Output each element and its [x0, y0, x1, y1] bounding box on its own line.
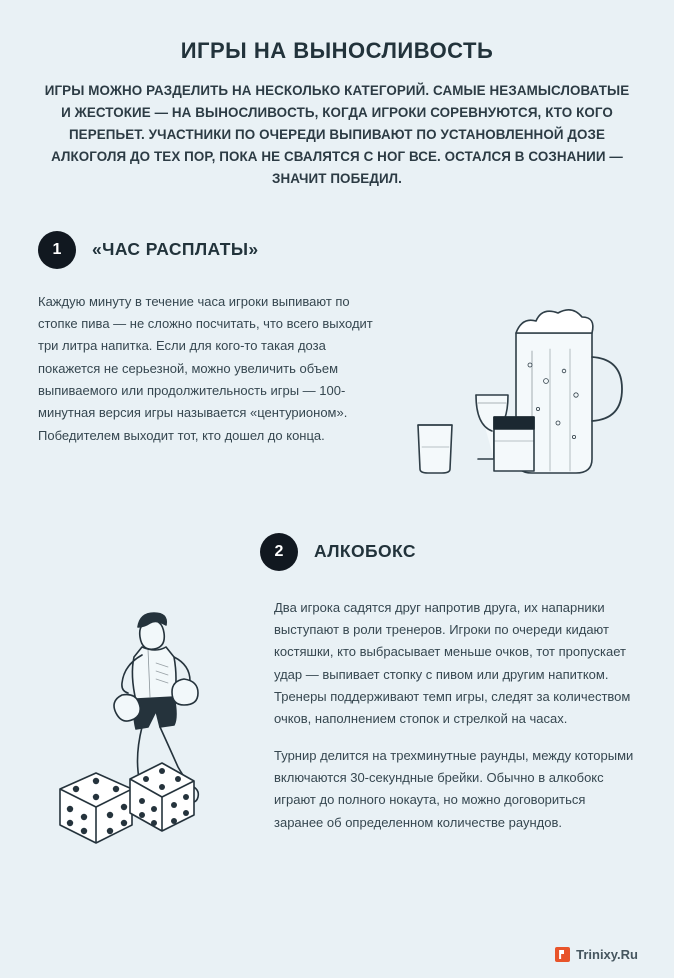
footer-site-name: Trinixy.Ru: [576, 947, 638, 962]
section-2-text: [274, 593, 634, 853]
section-1: [0, 231, 674, 491]
section-2: [0, 533, 674, 853]
boxer-and-dice-illustration: [38, 593, 264, 853]
section-2-heading: [38, 533, 636, 571]
section-1-title: «ЧАС РАСПЛАТЫ»: [92, 239, 259, 260]
page-title: ИГРЫ НА ВЫНОСЛИВОСТЬ: [180, 38, 494, 63]
footer-watermark: [555, 947, 638, 962]
section-1-body: [38, 291, 636, 491]
section-1-number-badge: 1: [38, 231, 76, 269]
trinixy-logo-icon: [555, 947, 570, 962]
section-1-heading: [38, 231, 636, 269]
intro-paragraph: ИГРЫ МОЖНО РАЗДЕЛИТЬ НА НЕСКОЛЬКО КАТЕГОРИЙ. САМЫЕ НЕЗАМЫСЛОВАТЫЕ И ЖЕСТОКИЕ — НА ВЫНОСЛИВОСТЬ, КОГДА ИГРОКИ СОРЕВНУЮТСЯ, КТО КОГО ПЕРЕПЬЕТ. УЧАСТНИКИ ПО ОЧЕРЕДИ ВЫПИВАЮТ ПО УСТАНОВЛЕННОЙ ДОЗЕ АЛКОГОЛЯ ДО ТЕХ ПОР, ПОКА НЕ СВАЛЯТСЯ С НОГ ВСЕ. ОСТАЛСЯ В СОЗНАНИИ — ЗНАЧИТ ПОБЕДИЛ.: [44, 83, 630, 187]
beer-mug-and-glasses-illustration: [398, 291, 636, 491]
section-2-paragraph-2: Турнир делится на трехминутные раунды, между которыми включаются 30-секундные брейки. Обычно в алкобокс играют до полного нокаута, но можно договориться заранее об определенном количестве раундов.: [274, 747, 634, 830]
section-2-paragraph-1: Два игрока садятся друг напротив друга, их напарники выступают в роли тренеров. Игроки по очереди кидают костяшки, кто выбрасывает меньше очков, тот пропускает удар — выпивает стопку с пивом или другим напитком. Тренеры поддерживают темп игры, следят за количеством очков, наполнением стопок и стрелкой на часах.: [274, 599, 631, 727]
section-2-number-badge: 2: [260, 533, 298, 571]
section-1-paragraph-1: Каждую минуту в течение часа игроки выпивают по стопке пива — не сложно посчитать, что всего выходит три литра напитка. Если для кого-то такая доза покажется не серьезной, можно увеличить объем выпиваемого или продолжительность игры — 100-минутная версия игры называется «центурионом». Победителем выходит тот, кто дошел до конца.: [38, 293, 373, 443]
section-2-title: АЛКОБОКС: [314, 541, 416, 562]
header: [0, 0, 674, 191]
section-1-text: [38, 291, 388, 491]
section-2-body: [38, 593, 636, 853]
